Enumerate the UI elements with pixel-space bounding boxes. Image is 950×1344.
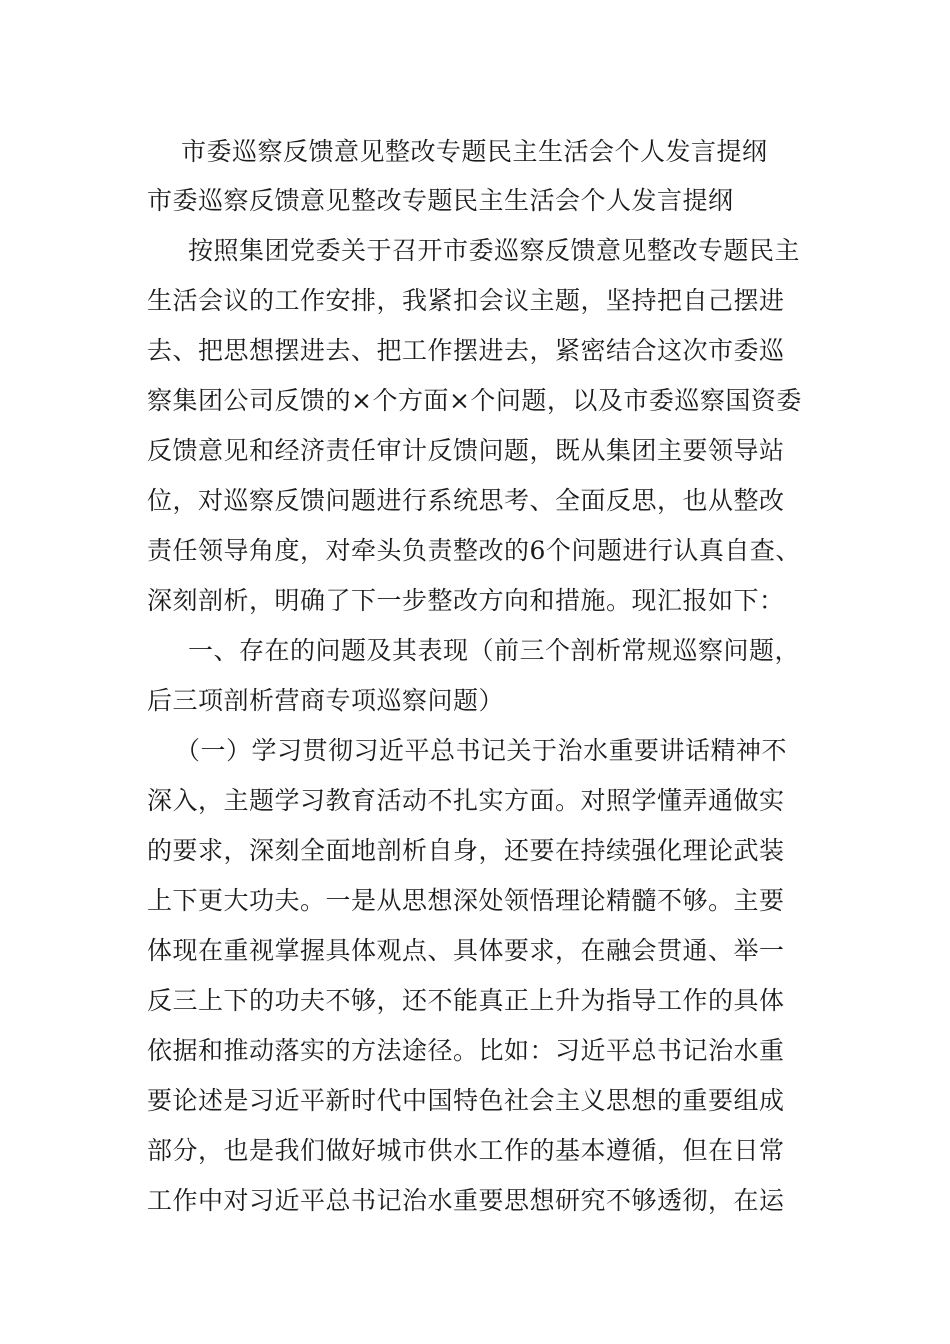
body-line: 反三上下的功夫不够，还不能真正上升为指导工作的具体 — [147, 986, 785, 1015]
body-line: 的要求，深刻全面地剖析自身，还要在持续强化理论武装 — [147, 836, 785, 865]
body-line: 去、把思想摆进去、把工作摆进去，紧密结合这次市委巡 — [147, 336, 785, 365]
body-line: 位，对巡察反馈问题进行系统思考、全面反思，也从整改 — [147, 486, 785, 515]
body-line: 生活会议的工作安排，我紧扣会议主题，坚持把自己摆进 — [147, 286, 785, 315]
body-line: 深入，主题学习教育活动不扎实方面。对照学懂弄通做实 — [147, 786, 785, 815]
subsection-line: （一）学习贯彻习近平总书记关于治水重要讲话精神不 — [175, 736, 788, 765]
body-line: 部分，也是我们做好城市供水工作的基本遵循，但在日常 — [147, 1136, 785, 1165]
body-line: 反馈意见和经济责任审计反馈问题，既从集团主要领导站 — [147, 436, 785, 465]
document-title: 市委巡察反馈意见整改专题民主生活会个人发言提纲 — [181, 137, 768, 166]
body-line: 工作中对习近平总书记治水重要思想研究不够透彻，在运 — [147, 1186, 785, 1215]
section-heading: 一、存在的问题及其表现（前三个剖析常规巡察问题， — [188, 636, 801, 665]
body-line: 体现在重视掌握具体观点、具体要求，在融会贯通、举一 — [147, 936, 785, 965]
section-heading-cont: 后三项剖析营商专项巡察问题） — [147, 686, 505, 715]
document-subtitle: 市委巡察反馈意见整改专题民主生活会个人发言提纲 — [147, 186, 734, 215]
body-line: 上下更大功夫。一是从思想深处领悟理论精髓不够。主要 — [147, 886, 785, 915]
body-line: 责任领导角度，对牵头负责整改的6个问题进行认真自查、 — [147, 536, 801, 565]
body-line: 依据和推动落实的方法途径。比如：习近平总书记治水重 — [147, 1036, 785, 1065]
body-line: 深刻剖析，明确了下一步整改方向和措施。现汇报如下： — [147, 586, 785, 615]
body-line: 察集团公司反馈的×个方面×个问题，以及市委巡察国资委 — [147, 386, 802, 415]
body-line: 按照集团党委关于召开市委巡察反馈意见整改专题民主 — [188, 236, 801, 265]
body-line: 要论述是习近平新时代中国特色社会主义思想的重要组成 — [147, 1086, 785, 1115]
